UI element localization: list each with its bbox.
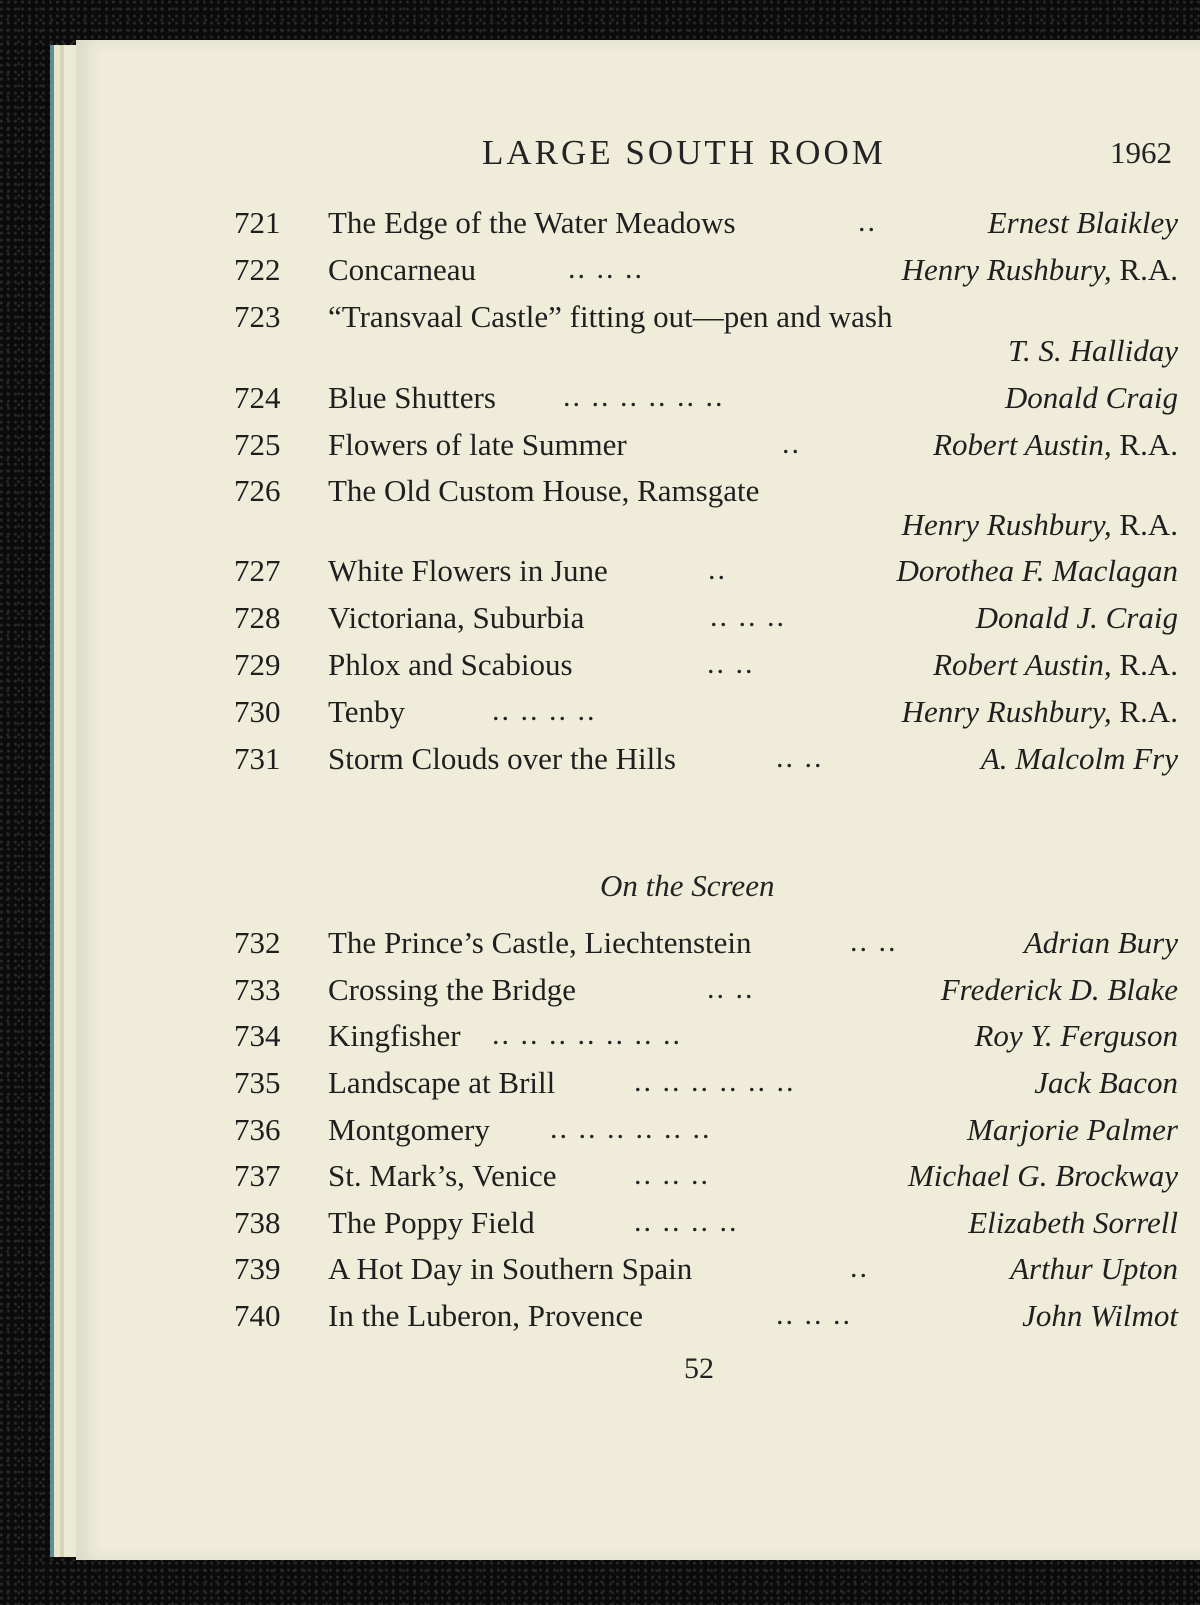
entry-artist: John Wilmot bbox=[1022, 1298, 1178, 1333]
entry-title: The Prince’s Castle, Liechtenstein bbox=[328, 925, 752, 960]
dot-leader: .. bbox=[858, 205, 877, 238]
entry-artist: Frederick D. Blake bbox=[940, 972, 1178, 1007]
entry-number: 737 bbox=[234, 1158, 281, 1193]
entry-title: The Edge of the Water Meadows bbox=[328, 205, 736, 240]
dot-leader: .. .. .. .. bbox=[492, 694, 597, 727]
entry-number: 735 bbox=[234, 1065, 281, 1100]
list-item bbox=[0, 1112, 1200, 1152]
dot-leader: .. .. .. .. .. .. bbox=[550, 1112, 712, 1145]
entry-number: 731 bbox=[234, 741, 281, 776]
dot-leader: .. .. bbox=[850, 925, 898, 958]
entry-artist: Roy Y. Ferguson bbox=[974, 1018, 1178, 1053]
entry-title: “Transvaal Castle” fitting out—pen and wash bbox=[328, 299, 893, 334]
dot-leader: .. bbox=[782, 427, 801, 460]
entry-artist: Marjorie Palmer bbox=[967, 1112, 1178, 1147]
list-item bbox=[0, 427, 1200, 467]
list-item bbox=[0, 473, 1200, 553]
dot-leader: .. .. bbox=[707, 647, 755, 680]
entry-artist: T. S. Halliday bbox=[1008, 333, 1178, 368]
entry-title: Victoriana, Suburbia bbox=[328, 600, 585, 635]
entry-number: 726 bbox=[234, 473, 281, 508]
list-item bbox=[0, 1158, 1200, 1198]
dot-leader: .. bbox=[850, 1251, 869, 1284]
dot-leader: .. .. .. bbox=[568, 252, 644, 285]
list-item bbox=[0, 299, 1200, 379]
entry-number: 736 bbox=[234, 1112, 281, 1147]
entry-title: A Hot Day in Southern Spain bbox=[328, 1251, 693, 1286]
entry-title: Storm Clouds over the Hills bbox=[328, 741, 676, 776]
entry-title: Blue Shutters bbox=[328, 380, 496, 415]
dot-leader: .. .. .. .. bbox=[634, 1205, 739, 1238]
section-heading: On the Screen bbox=[600, 868, 775, 903]
dot-leader: .. .. bbox=[776, 741, 824, 774]
list-item bbox=[0, 600, 1200, 640]
entry-title: Crossing the Bridge bbox=[328, 972, 576, 1007]
entry-number: 739 bbox=[234, 1251, 281, 1286]
dot-leader: .. .. .. .. .. .. bbox=[634, 1065, 796, 1098]
entry-artist: Jack Bacon bbox=[1034, 1065, 1178, 1100]
entry-number: 727 bbox=[234, 553, 281, 588]
entry-artist: Donald Craig bbox=[1004, 380, 1178, 415]
dot-leader: .. .. .. bbox=[776, 1298, 852, 1331]
entry-title: Flowers of late Summer bbox=[328, 427, 627, 462]
entry-number: 738 bbox=[234, 1205, 281, 1240]
entry-artist: Henry Rushbury, R.A. bbox=[901, 694, 1178, 729]
entry-artist: Donald J. Craig bbox=[975, 600, 1178, 635]
dot-leader: .. bbox=[708, 553, 727, 586]
entry-artist: Henry Rushbury, R.A. bbox=[901, 252, 1178, 287]
list-item bbox=[0, 972, 1200, 1012]
list-item bbox=[0, 647, 1200, 687]
dot-leader: .. .. .. .. .. .. bbox=[563, 380, 725, 413]
list-item bbox=[0, 1205, 1200, 1245]
entry-title: Concarneau bbox=[328, 252, 477, 287]
dot-leader: .. .. .. .. .. .. .. bbox=[492, 1018, 682, 1051]
entry-title: Landscape at Brill bbox=[328, 1065, 556, 1100]
page-year: 1962 bbox=[1110, 135, 1172, 170]
list-item bbox=[0, 1065, 1200, 1105]
entry-artist: Robert Austin, R.A. bbox=[933, 427, 1178, 462]
entry-number: 723 bbox=[234, 299, 281, 334]
dot-leader: .. .. .. bbox=[634, 1158, 710, 1191]
entry-number: 732 bbox=[234, 925, 281, 960]
entry-title: Montgomery bbox=[328, 1112, 490, 1147]
dot-leader: .. .. bbox=[707, 972, 755, 1005]
entry-artist: Henry Rushbury, R.A. bbox=[901, 507, 1178, 542]
entry-number: 722 bbox=[234, 252, 281, 287]
entry-artist: Robert Austin, R.A. bbox=[933, 647, 1178, 682]
entry-title: St. Mark’s, Venice bbox=[328, 1158, 557, 1193]
list-item bbox=[0, 925, 1200, 965]
entry-artist: Dorothea F. Maclagan bbox=[896, 553, 1178, 588]
entry-title: The Poppy Field bbox=[328, 1205, 535, 1240]
list-item bbox=[0, 205, 1200, 245]
list-item bbox=[0, 553, 1200, 593]
entry-artist: Arthur Upton bbox=[1010, 1251, 1178, 1286]
page-title: LARGE SOUTH ROOM bbox=[482, 133, 886, 172]
entry-artist: Michael G. Brockway bbox=[907, 1158, 1178, 1193]
entry-title: Kingfisher bbox=[328, 1018, 461, 1053]
dot-leader: .. .. .. bbox=[710, 600, 786, 633]
entry-number: 734 bbox=[234, 1018, 281, 1053]
list-item bbox=[0, 694, 1200, 734]
entry-title: The Old Custom House, Ramsgate bbox=[328, 473, 760, 508]
entry-artist: Adrian Bury bbox=[1023, 925, 1178, 960]
entry-artist: A. Malcolm Fry bbox=[980, 741, 1178, 776]
entry-number: 740 bbox=[234, 1298, 281, 1333]
entry-artist: Elizabeth Sorrell bbox=[968, 1205, 1178, 1240]
entry-title: Tenby bbox=[328, 694, 406, 729]
entry-number: 724 bbox=[234, 380, 281, 415]
list-item bbox=[0, 380, 1200, 420]
entry-title: Phlox and Scabious bbox=[328, 647, 573, 682]
entry-number: 730 bbox=[234, 694, 281, 729]
list-item bbox=[0, 1018, 1200, 1058]
entry-number: 725 bbox=[234, 427, 281, 462]
list-item bbox=[0, 1251, 1200, 1291]
entry-number: 721 bbox=[234, 205, 281, 240]
entry-number: 728 bbox=[234, 600, 281, 635]
list-item bbox=[0, 741, 1200, 781]
page-number: 52 bbox=[684, 1352, 714, 1385]
entry-number: 729 bbox=[234, 647, 281, 682]
list-item bbox=[0, 252, 1200, 292]
list-item bbox=[0, 1298, 1200, 1338]
entry-number: 733 bbox=[234, 972, 281, 1007]
entry-title: White Flowers in June bbox=[328, 553, 608, 588]
entry-artist: Ernest Blaikley bbox=[987, 205, 1178, 240]
entry-title: In the Luberon, Provence bbox=[328, 1298, 644, 1333]
